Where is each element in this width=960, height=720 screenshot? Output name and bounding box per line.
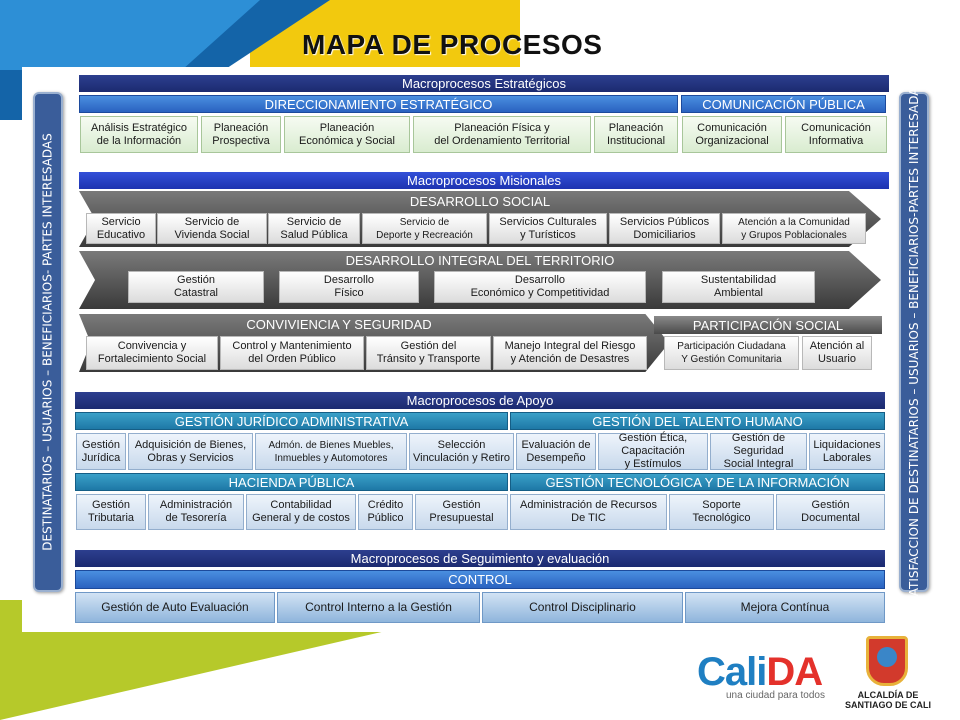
process-box[interactable]: Gestión Jurídica	[76, 433, 126, 470]
logo-da-text: DA	[766, 650, 823, 694]
process-box[interactable]: Gestión Ética, Capacitación y Estímulos	[598, 433, 708, 470]
process-box[interactable]: Servicios Públicos Domiciliarios	[609, 213, 720, 244]
process-box[interactable]: Gestión de Seguridad Social Integral	[710, 433, 807, 470]
band-direccionamiento: DIRECCIONAMIENTO ESTRATÉGICO	[79, 95, 678, 113]
coat-of-arms-icon	[866, 636, 908, 686]
side-bar-left	[33, 92, 63, 592]
side-bar-right	[899, 79, 929, 605]
process-box[interactable]: Análisis Estratégico de la Información	[80, 116, 198, 153]
calida-logo	[697, 650, 822, 695]
process-box[interactable]: Contabilidad General y de costos	[246, 494, 356, 530]
process-box[interactable]: Adquisición de Bienes, Obras y Servicios	[128, 433, 253, 470]
process-box[interactable]: Desarrollo Físico	[279, 271, 419, 303]
process-box[interactable]: Participación Ciudadana Y Gestión Comunitaria	[664, 336, 799, 370]
process-box[interactable]: Planeación Económica y Social	[284, 116, 410, 153]
band-desarrollo-social: DESARROLLO SOCIAL	[409, 193, 551, 209]
logo-cali-text: Cali	[697, 650, 767, 694]
header-misionales: Macroprocesos Misionales	[79, 172, 889, 189]
band-comunicacion: COMUNICACIÓN PÚBLICA	[681, 95, 886, 113]
process-box[interactable]: Atención a la Comunidad y Grupos Poblacionales	[722, 213, 866, 244]
process-box[interactable]: Desarrollo Económico y Competitividad	[434, 271, 646, 303]
process-box[interactable]: Planeación Institucional	[594, 116, 678, 153]
logo-tagline: una ciudad para todos	[726, 690, 825, 701]
process-box[interactable]: Gestión de Auto Evaluación	[75, 592, 275, 623]
process-box[interactable]: Comunicación Organizacional	[682, 116, 782, 153]
process-box[interactable]: Planeación Física y del Ordenamiento Territorial	[413, 116, 591, 153]
header-estrategicos: Macroprocesos Estratégicos	[79, 75, 889, 92]
header-seguimiento: Macroprocesos de Seguimiento y evaluación	[75, 550, 885, 567]
side-label-right: SATISFACCION DE DESTINATARIOS – USUARIOS – BENEFICIARIOS-PARTES INTERESADAS	[907, 79, 922, 605]
process-box[interactable]: Gestión Catastral	[128, 271, 264, 303]
process-box[interactable]: Servicio de Deporte y Recreación	[362, 213, 487, 244]
process-box[interactable]: Servicio Educativo	[86, 213, 156, 244]
process-box[interactable]: Administración de Tesorería	[148, 494, 244, 530]
process-box[interactable]: Control Disciplinario	[482, 592, 683, 623]
process-box[interactable]: Servicios Culturales y Turísticos	[489, 213, 607, 244]
process-box[interactable]: Gestión del Tránsito y Transporte	[366, 336, 491, 370]
process-box[interactable]: Control Interno a la Gestión	[277, 592, 480, 623]
process-box[interactable]: Atención al Usuario	[802, 336, 872, 370]
process-box[interactable]: Mejora Contínua	[685, 592, 885, 623]
process-box[interactable]: Planeación Prospectiva	[201, 116, 281, 153]
process-box[interactable]: Manejo Integral del Riesgo y Atención de Desastres	[493, 336, 647, 370]
process-box[interactable]: Administración de Recursos De TIC	[510, 494, 667, 530]
process-box[interactable]: Control y Mantenimiento del Orden Público	[220, 336, 364, 370]
process-box[interactable]: Gestión Tributaria	[76, 494, 146, 530]
process-box[interactable]: Soporte Tecnológico	[669, 494, 774, 530]
header-apoyo: Macroprocesos de Apoyo	[75, 392, 885, 409]
band-juridico: GESTIÓN JURÍDICO ADMINISTRATIVA	[75, 412, 508, 430]
band-control: CONTROL	[75, 570, 885, 589]
process-box[interactable]: Gestión Presupuestal	[415, 494, 508, 530]
alcaldia-label: ALCALDÍA DE SANTIAGO DE CALI	[844, 690, 931, 710]
band-convivencia: CONVIVIENCIA Y SEGURIDAD	[246, 316, 432, 332]
band-tecnologica: GESTIÓN TECNOLÓGICA Y DE LA INFORMACIÓN	[510, 473, 885, 491]
process-box[interactable]: Evaluación de Desempeño	[516, 433, 596, 470]
process-box[interactable]: Admón. de Bienes Muebles, Inmuebles y Automotores	[255, 433, 407, 470]
band-hacienda: HACIENDA PÚBLICA	[75, 473, 508, 491]
side-label-left: DESTINATARIOS – USUARIOS – BENEFICIARIOS- PARTES INTERESADAS	[41, 133, 55, 551]
process-box[interactable]: Crédito Público	[358, 494, 413, 530]
process-box[interactable]: Selección Vinculación y Retiro	[409, 433, 514, 470]
page-title: MAPA DE PROCESOS	[302, 29, 603, 60]
process-box[interactable]: Comunicación Informativa	[785, 116, 887, 153]
process-box[interactable]: Servicio de Salud Pública	[268, 213, 360, 244]
band-talento: GESTIÓN DEL TALENTO HUMANO	[510, 412, 885, 430]
process-box[interactable]: Sustentabilidad Ambiental	[662, 271, 815, 303]
process-box[interactable]: Convivencia y Fortalecimiento Social	[86, 336, 218, 370]
process-box[interactable]: Gestión Documental	[776, 494, 885, 530]
band-territorio: DESARROLLO INTEGRAL DEL TERRITORIO	[345, 252, 615, 268]
process-box[interactable]: Servicio de Vivienda Social	[157, 213, 267, 244]
band-participacion: PARTICIPACIÓN SOCIAL	[654, 316, 882, 334]
process-box[interactable]: Liquidaciones Laborales	[809, 433, 885, 470]
